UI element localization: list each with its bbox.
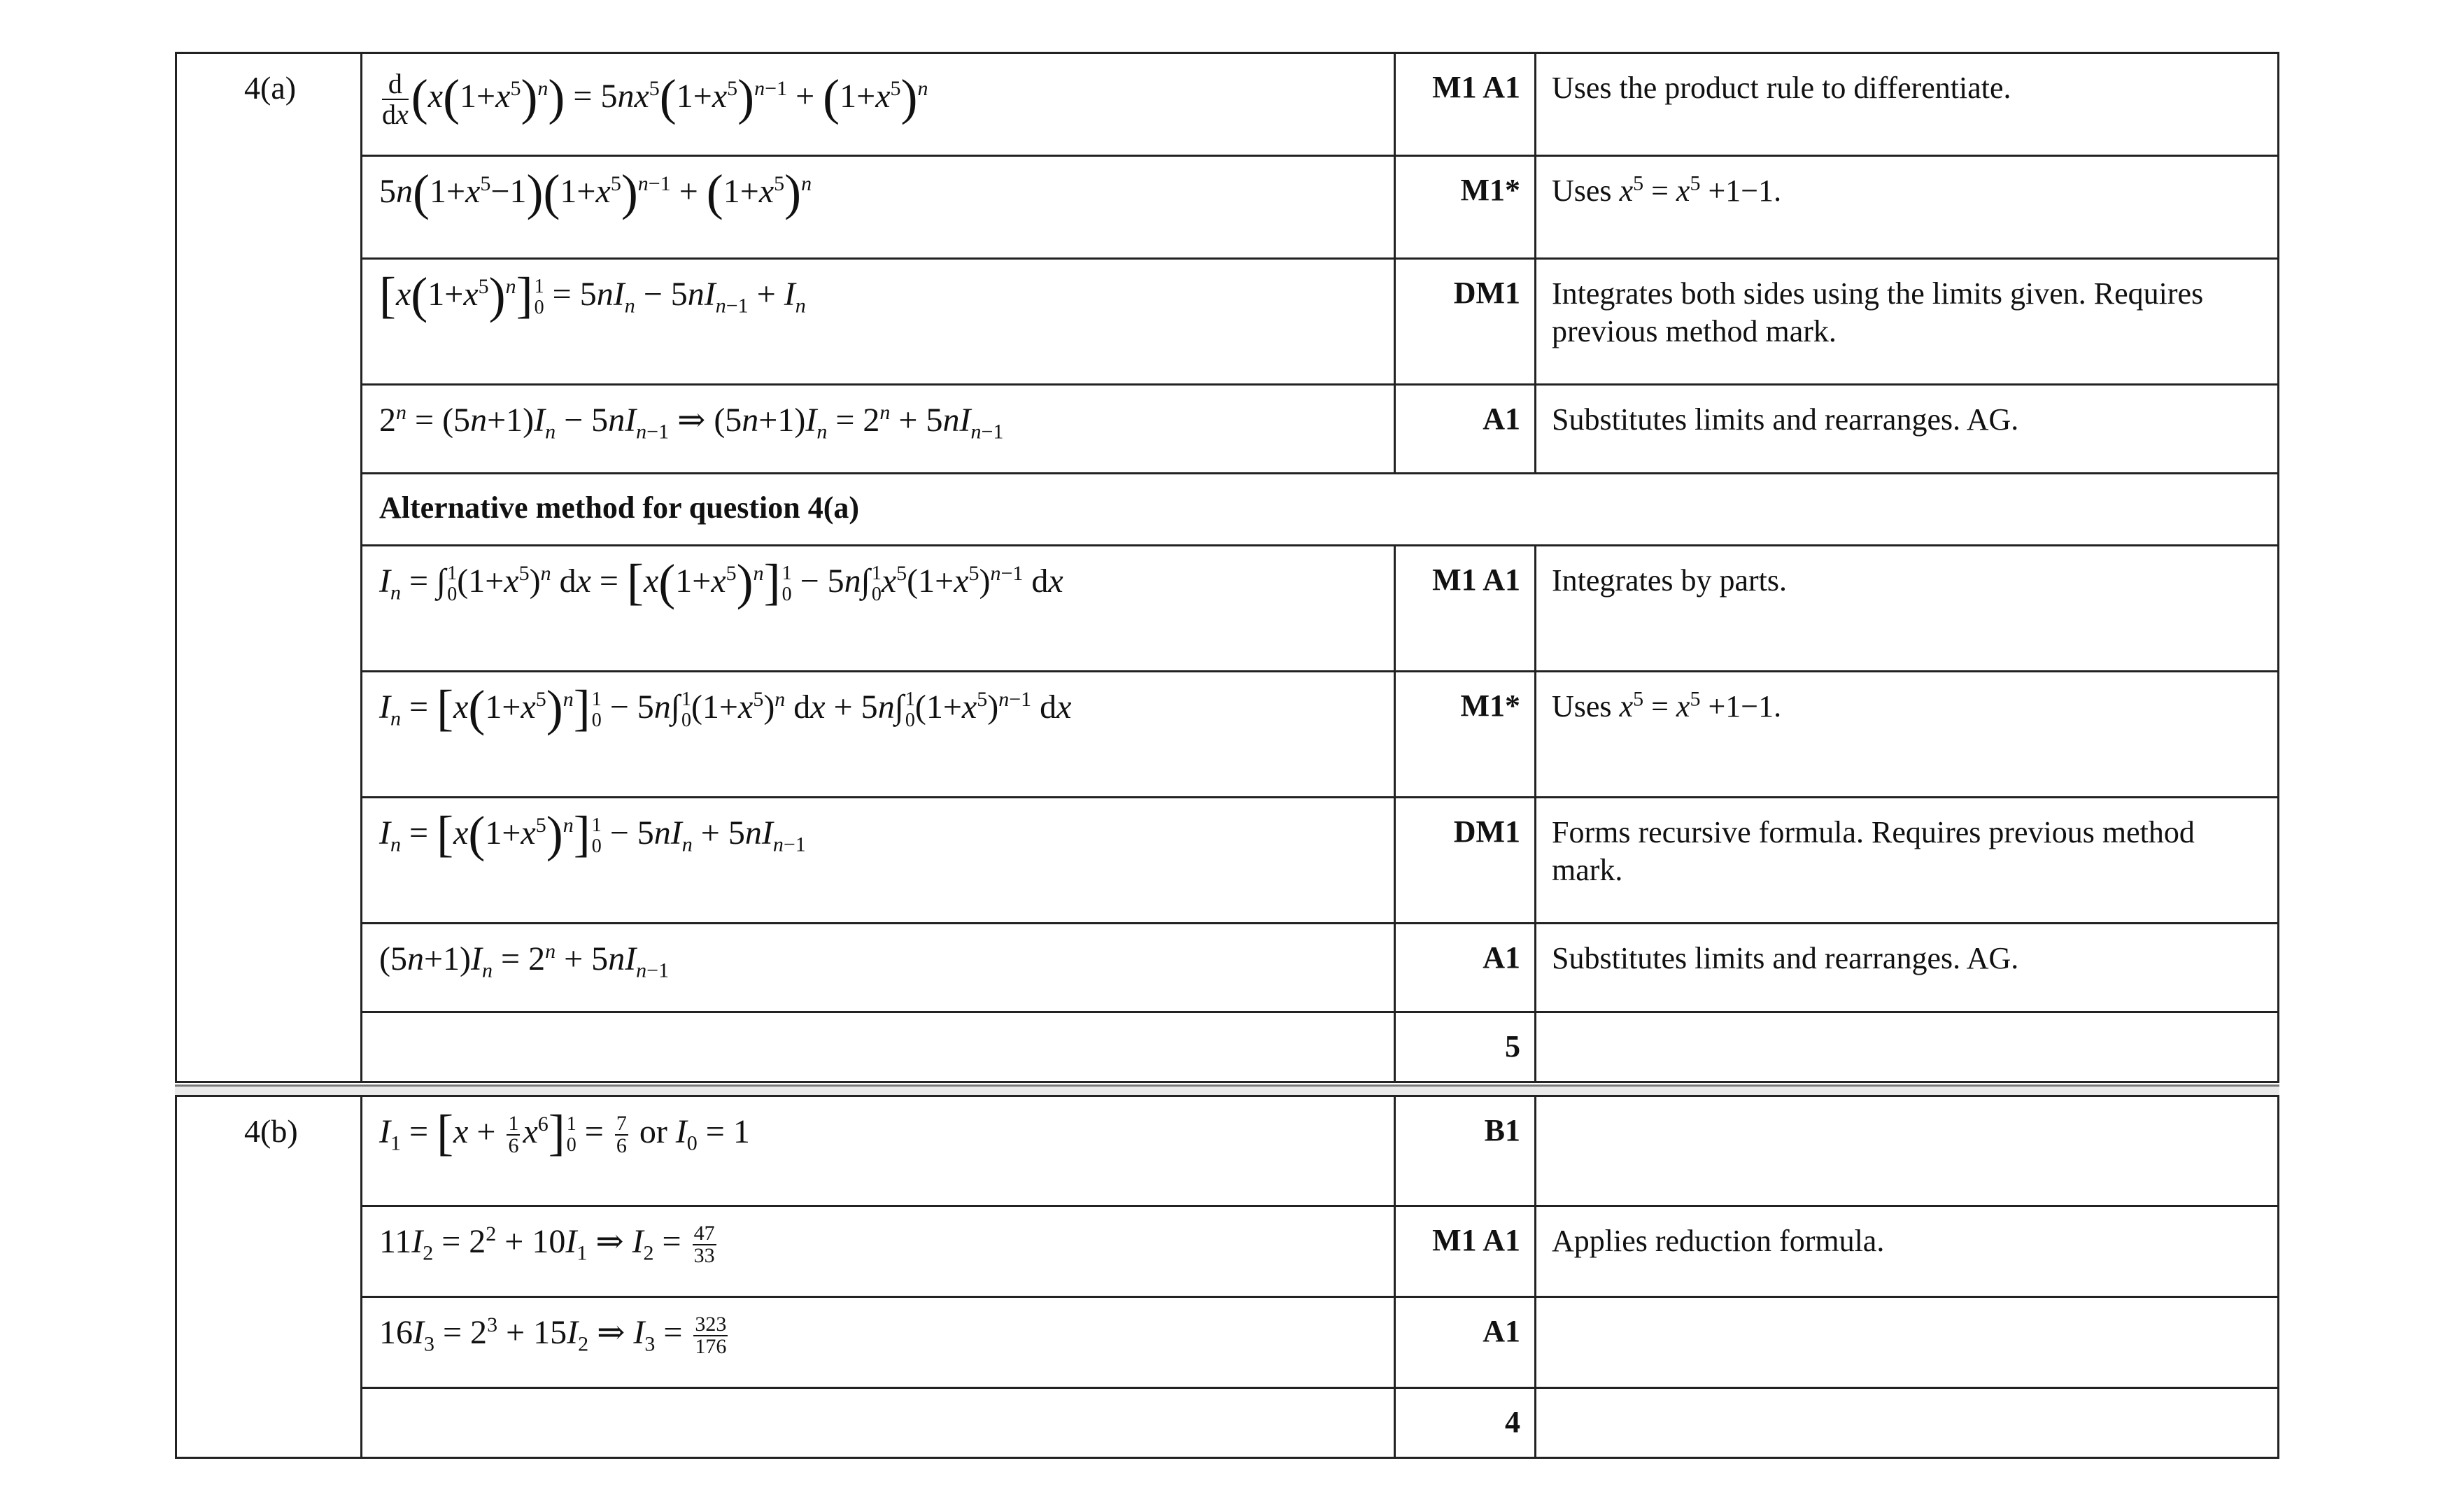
alt-answer-line-2: $I_n = [x(1+x^5)^n]$ 1 0 − 5n∫ 1 0 $(1+x^5)^n$ dx + 5n∫ 1 0 $(1+x^5)^{n-1}$ dx <box>362 672 1395 798</box>
question-label-cell <box>176 53 362 1082</box>
alt-answer-line-3: $I_n = [x(1+x^5)^n]$ 1 0 − $5nI_n + 5nI_{n-1}$ <box>362 798 1395 924</box>
comment-cell: Integrates by parts. <box>1536 546 2279 672</box>
total-comment-blank <box>1536 1388 2279 1458</box>
answer-line-2: $5n(1+x^5-1)(1+x^5)^{n-1} + (1+x^5)^n$ <box>362 156 1395 259</box>
comment-cell <box>1536 1297 2279 1388</box>
mark-scheme-table-4b <box>175 1095 2279 1459</box>
marks-cell: M1 A1 <box>1395 546 1536 672</box>
answer-b-line-2: $11I_2 = 2^2 + 10I_1$ ⇒ $I_2$ = $\frac{47}{33}$ <box>362 1206 1395 1297</box>
marks-cell: A1 <box>1395 924 1536 1012</box>
question-label: 4(b) <box>244 1113 298 1149</box>
alternative-method-heading: Alternative method for question 4(a) <box>362 474 2279 546</box>
total-row-blank <box>362 1388 1395 1458</box>
marks-cell: B1 <box>1395 1096 1536 1206</box>
answer-b-line-3: $16I_3 = 2^3 + 15I_2$ ⇒ $I_3$ = $\frac{323}{176}$ <box>362 1297 1395 1388</box>
comment-cell <box>1536 1096 2279 1206</box>
total-marks: 5 <box>1395 1012 1536 1082</box>
marks-cell: DM1 <box>1395 798 1536 924</box>
answer-b-line-1: $I_1 = [x$ + $\frac{1}{6}$ $x^6$] 1 0 = $\frac{7}{6}$ or $I_0 = 1$ <box>362 1096 1395 1206</box>
marks-cell: A1 <box>1395 1297 1536 1388</box>
comment-cell: Integrates both sides using the limits given. Requires previous method mark. <box>1536 259 2279 385</box>
marks-cell: M1 A1 <box>1395 53 1536 156</box>
marks-cell: M1* <box>1395 672 1536 798</box>
comment-cell: Substitutes limits and rearranges. AG. <box>1536 924 2279 1012</box>
comment-cell: Uses $x^5 = x^5 +1-1$. <box>1536 156 2279 259</box>
total-comment-blank <box>1536 1012 2279 1082</box>
total-marks: 4 <box>1395 1388 1536 1458</box>
comment-cell: Substitutes limits and rearranges. AG. <box>1536 385 2279 474</box>
mark-scheme-table-4a <box>175 52 2279 1083</box>
alt-answer-line-4: $(5n+1)I_n = 2^n + 5nI_{n-1}$ <box>362 924 1395 1012</box>
total-row-blank <box>362 1012 1395 1082</box>
answer-line-3: $[x(1+x^5)^n]$ 1 0 = $5nI_n - 5nI_{n-1} + I_n$ <box>362 259 1395 385</box>
marks-cell: M1 A1 <box>1395 1206 1536 1297</box>
answer-line-1: $\frac{d}{dx}$ $(x(1+x^5)^n) = 5nx^5(1+x^5)^{n-1} + (1+x^5)^n$ <box>362 53 1395 156</box>
comment-cell: Uses the product rule to differentiate. <box>1536 53 2279 156</box>
question-label: 4(a) <box>244 70 297 106</box>
answer-line-4: $2^n = (5n+1)I_n - 5nI_{n-1}$ ⇒ $(5n+1)I_n = 2^n + 5nI_{n-1}$ <box>362 385 1395 474</box>
marks-cell: A1 <box>1395 385 1536 474</box>
comment-cell: Applies reduction formula. <box>1536 1206 2279 1297</box>
comment-cell: Forms recursive formula. Requires previous method mark. <box>1536 798 2279 924</box>
question-label-cell <box>176 1096 362 1458</box>
marks-cell: M1* <box>1395 156 1536 259</box>
marks-cell: DM1 <box>1395 259 1536 385</box>
comment-cell: Uses $x^5 = x^5 +1-1$. <box>1536 672 2279 798</box>
alt-answer-line-1: $I_n$ = ∫ 1 0 $(1+x^5)^n$ dx = $[x(1+x^5)^n]$ 1 0 − 5n∫ 1 0 $x^5(1+x^5)^{n-1}$ dx <box>362 546 1395 672</box>
